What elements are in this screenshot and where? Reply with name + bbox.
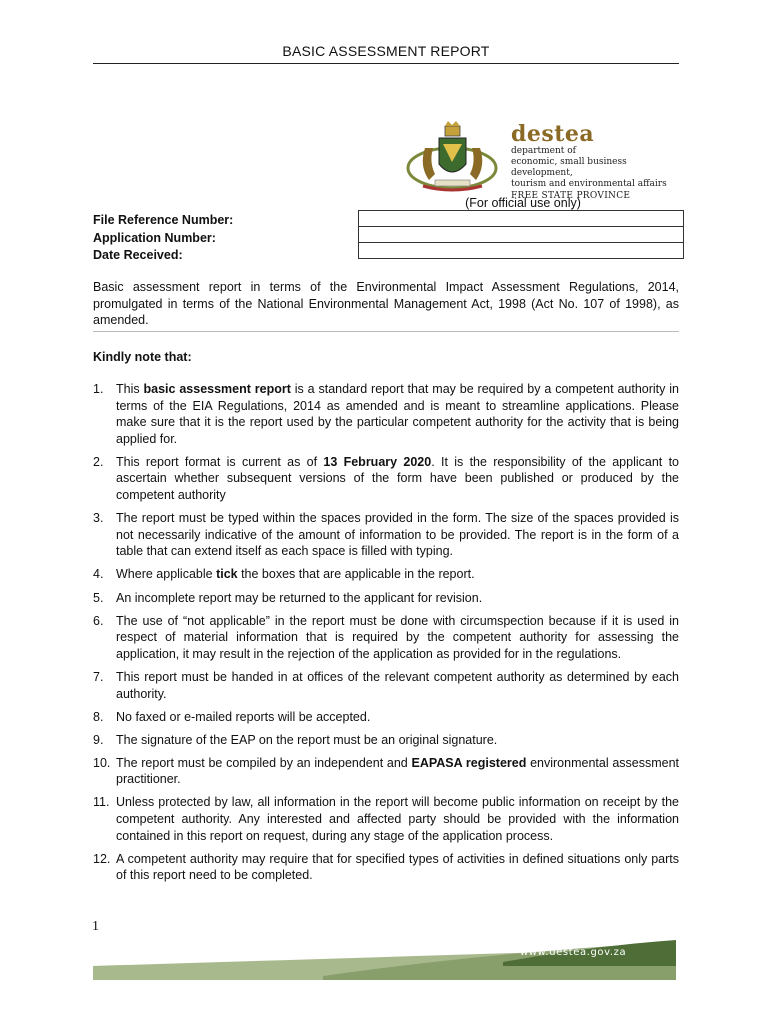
list-item-text: The use of “not applicable” in the report must be done with circumspection because if it is used in respect of material information that is required by the competent authority for assessing the application, it may result in the rejection of the application as provided for in the regulations. [116,613,679,661]
list-item [93,709,679,726]
official-use-labels [93,212,233,265]
list-item [93,613,679,663]
list-item [93,669,679,702]
list-item [93,454,679,504]
list-item-number: 6. [93,613,104,628]
list-item [93,755,679,788]
date-received-field[interactable] [359,243,684,259]
date-received-label: Date Received: [93,248,183,262]
header-title: BASIC ASSESSMENT REPORT [282,43,490,59]
list-item [93,381,679,447]
list-item-text: Unless protected by law, all information in the report will become public information on receipt by the competent authority. Any interested and affected party should be provided with the information contained in this report on request, during any stage of the application process. [116,795,679,843]
list-item-number: 12. [93,851,111,866]
logo-province: FREE STATE PROVINCE [511,191,631,201]
list-item-text: The report must be typed within the spaces provided in the form. The size of the spaces provided is not necessarily indicative of the amount of information to be provided. The report is in the form of a table that can extend itself as each space is filled with typing. [116,511,679,559]
file-reference-field[interactable] [359,211,684,227]
logo-line-2: economic, small business development, [511,157,627,178]
list-item-number: 1. [93,382,104,396]
list-item-text: A competent authority may require that for specified types of activities in defined situations only parts of this report need to be completed. [116,851,679,883]
list-item-text: This report format is current as of [116,454,324,469]
list-item [93,590,679,607]
list-item-text: The report must be compiled by an independent and [116,755,412,770]
list-item [93,794,679,844]
application-number-label: Application Number: [93,230,216,245]
list-item-bold: 13 February 2020 [323,454,432,469]
list-item-number: 3. [93,511,104,526]
footer-band [93,940,676,980]
list-item-text: This report must be handed in at offices of the relevant competent authority as determined by each authority. [116,669,679,701]
list-item-text: is a standard report that may be required by a competent authority in terms of the EIA Regulations, 2014 as amended and is meant to streamline applications. Please make sure that it is the report used by the particular competent authority for the activity that is being applied for. [116,382,679,446]
brand-name: destea [511,121,595,147]
application-number-field[interactable] [359,227,684,243]
list-item-number: 11. [93,795,110,810]
list-item [93,566,679,583]
page-header [93,43,679,64]
list-item-number: 5. [93,590,104,605]
list-item-bold: EAPASA registered [411,755,527,770]
logo-line-1: department of [511,146,577,156]
notes-list [93,381,679,890]
destea-logo [405,118,685,201]
list-item-number: 9. [93,732,104,747]
list-item-text: Where applicable [116,567,217,582]
list-item-text: environmental assessment practitioner. [116,755,680,787]
list-item-number: 4. [93,567,104,582]
file-reference-label: File Reference Number: [93,213,234,227]
list-item-number: 10. [93,755,111,770]
list-item-text: No faxed or e-mailed reports will be accepted. [116,709,371,724]
intro-paragraph: Basic assessment report in terms of the Environmental Impact Assessment Regulations, 2014, promulgated in terms of the National Environmental Management Act, 1998 (Act No. 107 of 1998), as amended. [93,279,679,332]
list-item [93,510,679,560]
list-item-number: 7. [93,669,104,684]
list-item [93,851,679,884]
list-item-bold: basic assessment report [143,382,291,396]
logo-line-3: tourism and environmental affairs [511,179,667,189]
list-item-number: 2. [93,454,104,469]
official-use-caption: (For official use only) [465,196,581,210]
list-item-number: 8. [93,709,104,724]
note-title: Kindly note that: [93,350,192,364]
page-number: 1 [92,919,99,934]
list-item-text: the boxes that are applicable in the report. [237,567,475,582]
list-item-text: An incomplete report may be returned to the applicant for revision. [116,590,483,605]
list-item [93,732,679,749]
official-use-table [358,210,684,259]
coat-of-arms-icon [405,118,500,194]
list-item-text: The signature of the EAP on the report must be an original signature. [116,732,498,747]
footer-url[interactable]: www.destea.gov.za [520,947,627,958]
list-item-text: . It is the responsibility of the applicant to ascertain whether subsequent versions of the form have been published or produced by the competent authority [116,454,680,503]
list-item-bold: tick [216,567,238,582]
list-item-text: This [116,382,144,396]
